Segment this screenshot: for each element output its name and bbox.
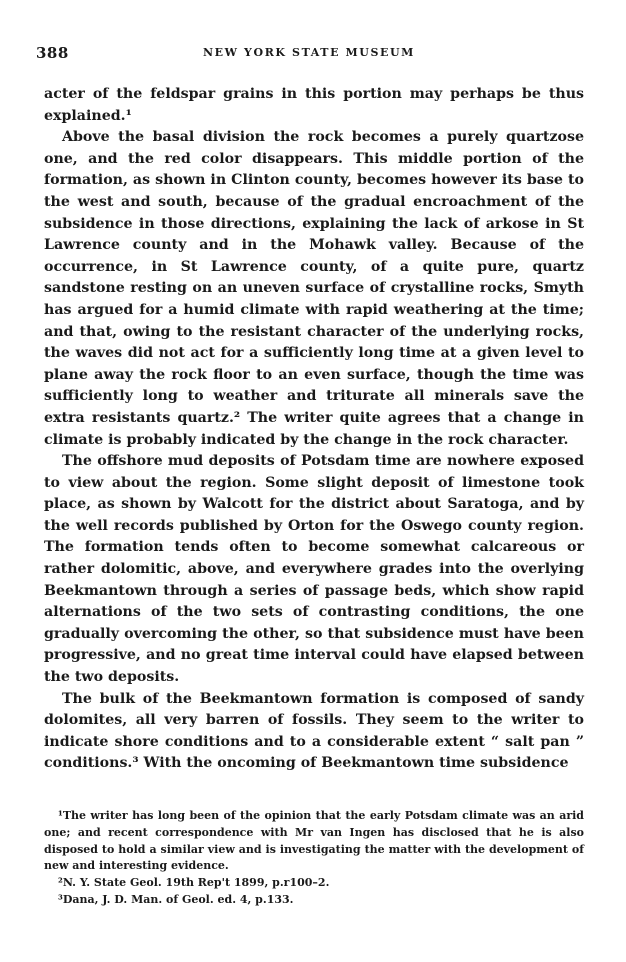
page-number: 388 <box>36 44 69 62</box>
page-header <box>36 44 582 68</box>
running-head: NEW YORK STATE MUSEUM <box>203 46 415 59</box>
footnote: ¹The writer has long been of the opinion that the early Potsdam climate was an arid one; and recent correspondence with Mr van Ingen has disclosed that he is also disposed to hold a similar view and is investigating the matter with the development of new and interesting evidence. <box>44 809 584 873</box>
paragraph: The offshore mud deposits of Potsdam time are nowhere exposed to view about the region. Some slight deposit of limestone took place, as shown by Walcott for the district about Saratoga, and by the well records published by Orton for the Oswego county region. The formation tends often to become somewhat calcareous or rather dolomitic, above, and everywhere grades into the overlying Beekmantown through a series of passage beds, which show rapid alternations of the two sets of contrasting conditions, the one gradually overcoming the other, so that subsidence must have been progressive, and no great time interval could have elapsed between the two deposits. <box>44 453 584 686</box>
footnote: ³Dana, J. D. Man. of Geol. ed. 4, p.133. <box>58 892 294 906</box>
footnotes <box>44 808 584 909</box>
paragraph: Above the basal division the rock becomes a purely quartzose one, and the red color disappears. This middle portion of the formation, as shown in Clinton county, becomes however its base to the west and south, because of the gradual encroachment of the subsidence in those directions, explaining the lack of arkose in St Lawrence county and in the Mohawk valley. Because of the occurrence, in St Lawrence county, of a quite pure, quartz sandstone resting on an uneven surface of crystalline rocks, Smyth has argued for a humid climate with rapid weathering at the time; and that, owing to the resistant character of the underlying rocks, the waves did not act for a sufficiently long time at a given level to plane away the rock floor to an even surface, though the time was sufficiently long to weather and triturate all minerals save the extra resistants quartz.² The writer quite agrees that a change in climate is probably indicated by the change in the rock character. <box>44 129 584 448</box>
paragraph: acter of the feldspar grains in this portion may perhaps be thus explained.¹ <box>44 86 584 124</box>
body-text <box>44 84 584 775</box>
footnote: ²N. Y. State Geol. 19th Rep't 1899, p.r100–2. <box>58 876 330 890</box>
paragraph: The bulk of the Beekmantown formation is composed of sandy dolomites, all very barren of fossils. They seem to the writer to indicate shore conditions and to a considerable extent “ salt pan ” conditions.³ With the oncoming of Beekmantown time subsidence <box>44 690 584 772</box>
